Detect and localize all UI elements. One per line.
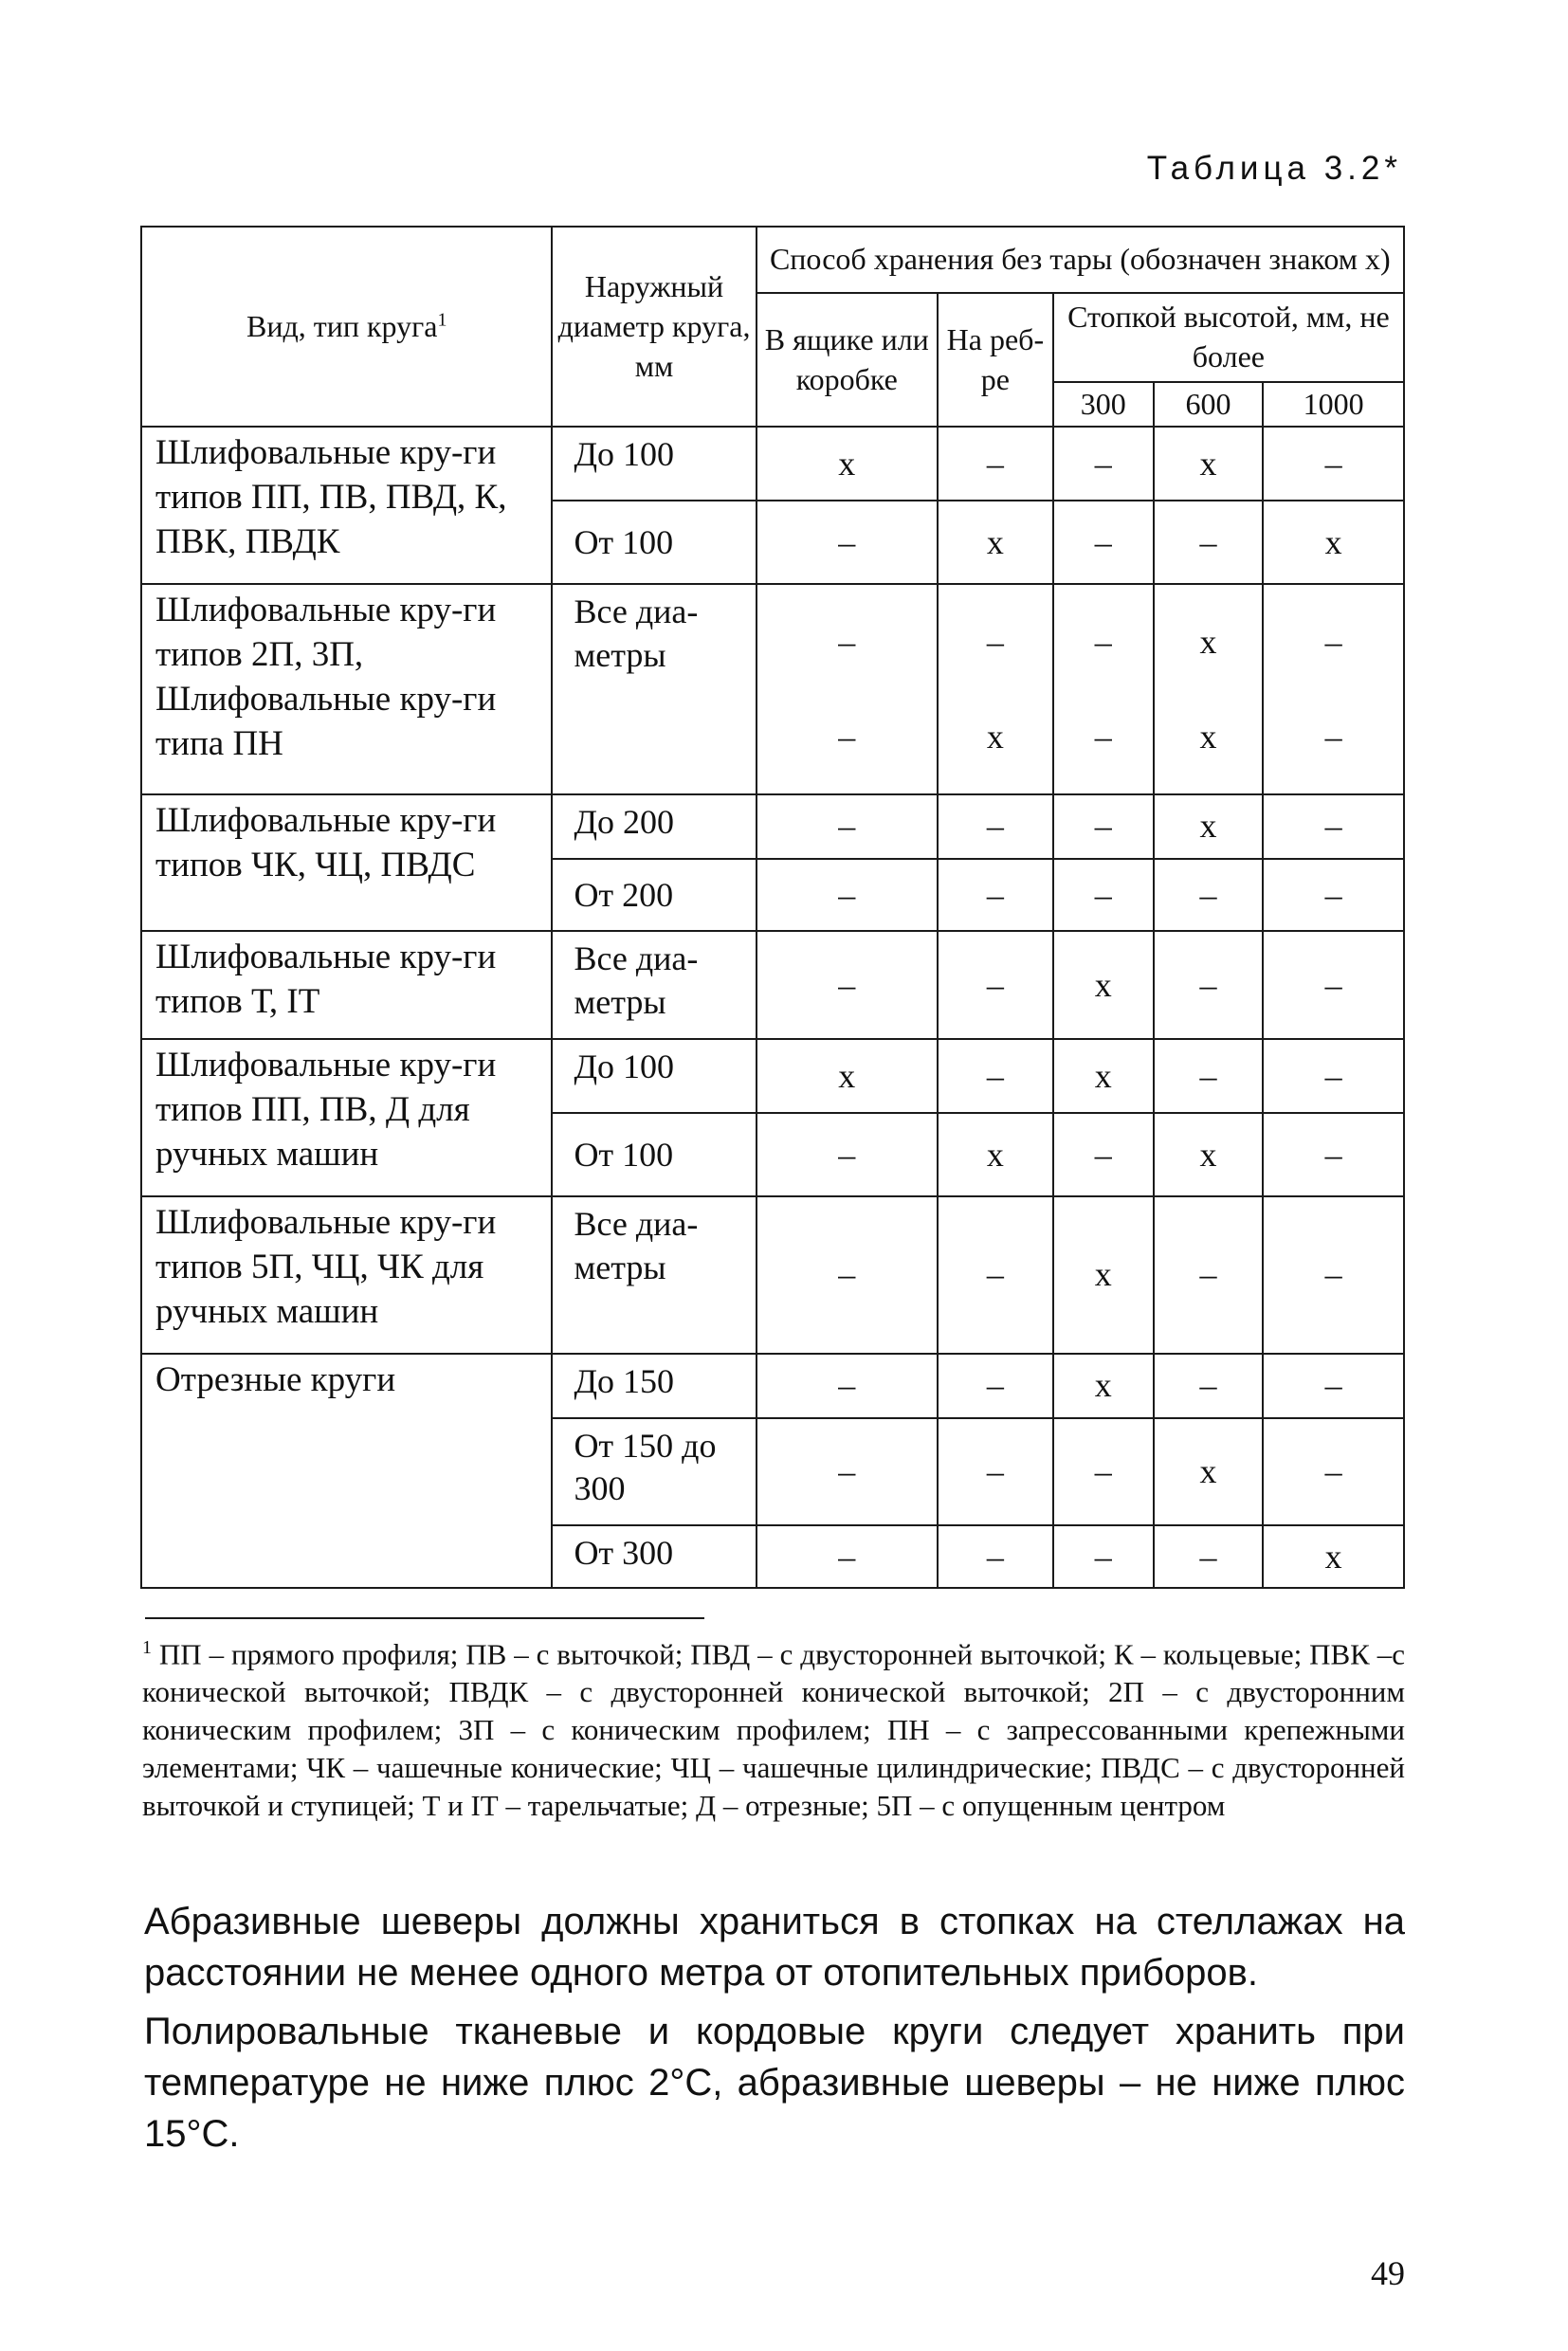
mark-line: х — [1199, 622, 1217, 661]
header-diameter: Наружный диаметр круга, мм — [552, 227, 756, 427]
cell-mark: х — [757, 1039, 938, 1113]
table-row — [141, 1354, 1404, 1418]
mark-line: – — [1324, 622, 1342, 661]
mark-line: – — [838, 622, 856, 661]
table-row — [141, 1196, 1404, 1354]
cell-mark: – — [1154, 501, 1263, 584]
cell-mark: – — [938, 794, 1053, 859]
cell-diameter: От 300 — [552, 1525, 756, 1588]
footnote-text: ПП – прямого профиля; ПВ – с выточкой; ПВД – с двусторонней выточкой; К – кольцевые; ПВК –с конической выточкой; ПВДК – с двусторонней конической выточкой; 2П – с двусторонним коническим профилем; 3П – с коническим профилем; ПН – с запрессованными крепежными элементами; ЧК – чашечные конические; ЧЦ – чашечные цилиндрические; ПВДС – с двусторонней выточкой и ступицей; Т и IТ – тарельчатые; Д – отрезные; 5П – с опущенным центром — [142, 1637, 1405, 1823]
cell-mark — [1053, 584, 1154, 794]
cell-mark: – — [938, 427, 1053, 501]
table-row — [141, 794, 1404, 859]
page-number: 49 — [1371, 2254, 1405, 2292]
cell-mark: х — [1053, 1039, 1154, 1113]
cell-mark: – — [1263, 1418, 1404, 1525]
cell-mark: – — [1263, 427, 1404, 501]
cell-mark: – — [1053, 1418, 1154, 1525]
cell-mark: – — [1263, 794, 1404, 859]
table-row — [141, 584, 1404, 794]
cell-mark — [1154, 584, 1263, 794]
cell-kind: Шлифовальные кру-ги типов Т, IТ — [141, 931, 552, 1039]
cell-mark: – — [1263, 1113, 1404, 1196]
cell-mark: – — [1154, 1525, 1263, 1588]
footnote-marker: 1 — [142, 1637, 152, 1658]
cell-mark: – — [1154, 1354, 1263, 1418]
cell-mark: – — [1263, 1196, 1404, 1354]
paragraph: Полировальные тканевые и кордовые круги следует хранить при температуре не ниже плюс 2°С, абразивные шеверы – не ниже плюс 15°С. — [144, 2011, 1405, 2155]
cell-mark: – — [938, 1418, 1053, 1525]
cell-mark: – — [757, 501, 938, 584]
cell-mark: – — [757, 1113, 938, 1196]
cell-mark: – — [1263, 1039, 1404, 1113]
mark-line: – — [1094, 717, 1112, 756]
mark-line: – — [1324, 717, 1342, 756]
header-edge: На реб-ре — [938, 293, 1053, 427]
cell-mark: х — [1263, 501, 1404, 584]
cell-mark: – — [1263, 931, 1404, 1039]
table-row — [141, 1039, 1404, 1113]
cell-diameter: Все диа-метры — [552, 584, 756, 794]
cell-kind: Шлифовальные кру-ги типов 5П, ЧЦ, ЧК для ручных машин — [141, 1196, 552, 1354]
storage-table — [140, 226, 1405, 1589]
footnote — [142, 1629, 1405, 1825]
cell-mark: х — [1154, 794, 1263, 859]
cell-mark: х — [938, 501, 1053, 584]
cell-diameter: От 100 — [552, 1113, 756, 1196]
mark-line: – — [838, 717, 856, 756]
cell-mark: – — [1053, 794, 1154, 859]
header-box: В ящике или коробке — [757, 293, 938, 427]
cell-diameter: Все диа-метры — [552, 931, 756, 1039]
cell-diameter: От 150 до 300 — [552, 1418, 756, 1525]
cell-mark: – — [1053, 1525, 1154, 1588]
cell-mark — [1263, 584, 1404, 794]
cell-diameter: До 200 — [552, 794, 756, 859]
cell-mark — [757, 584, 938, 794]
footnote-separator — [145, 1617, 704, 1619]
cell-mark: – — [757, 859, 938, 932]
mark-line: х — [986, 717, 1004, 756]
cell-mark: – — [757, 794, 938, 859]
cell-mark: – — [1154, 1039, 1263, 1113]
header-kind: Вид, тип круга$^1$ — [141, 227, 552, 427]
table-row — [141, 427, 1404, 501]
cell-kind: Шлифовальные кру-ги типов ПП, ПВ, Д для ручных машин — [141, 1039, 552, 1196]
cell-mark: – — [938, 931, 1053, 1039]
cell-mark: – — [938, 1354, 1053, 1418]
cell-kind: Шлифовальные кру-ги типов ЧК, ЧЦ, ПВДС — [141, 794, 552, 932]
mark-line: – — [986, 622, 1004, 661]
cell-mark: – — [757, 931, 938, 1039]
cell-kind: Отрезные круги — [141, 1354, 552, 1588]
table-row — [141, 931, 1404, 1039]
cell-mark: – — [757, 1196, 938, 1354]
cell-mark: – — [1263, 1354, 1404, 1418]
header-stack-600: 600 — [1154, 382, 1263, 428]
header-stack-1000: 1000 — [1263, 382, 1404, 428]
cell-mark: х — [1053, 1196, 1154, 1354]
cell-mark — [938, 584, 1053, 794]
cell-kind: Шлифовальные кру-ги типов ПП, ПВ, ПВД, К, ПВК, ПВДК — [141, 427, 552, 584]
cell-diameter: От 200 — [552, 859, 756, 932]
table-caption: Таблица 3.2* — [1146, 150, 1402, 187]
paragraph: Абразивные шеверы должны храниться в стопках на стеллажах на расстоянии не менее одного метра от отопительных приборов. — [144, 1901, 1405, 1994]
cell-mark: х — [1263, 1525, 1404, 1588]
cell-diameter: Все диа-метры — [552, 1196, 756, 1354]
cell-mark: х — [757, 427, 938, 501]
cell-mark: – — [1154, 931, 1263, 1039]
cell-diameter: До 150 — [552, 1354, 756, 1418]
cell-diameter: До 100 — [552, 1039, 756, 1113]
cell-mark: – — [1154, 859, 1263, 932]
cell-mark: – — [938, 1039, 1053, 1113]
cell-mark: х — [1154, 427, 1263, 501]
header-storage-method: Способ хранения без тары (обозначен знаком х) — [757, 227, 1404, 293]
cell-mark: – — [1263, 859, 1404, 932]
cell-mark: – — [1053, 501, 1154, 584]
cell-mark: – — [757, 1525, 938, 1588]
cell-mark: – — [1053, 859, 1154, 932]
mark-line: – — [1094, 622, 1112, 661]
cell-mark: – — [1154, 1196, 1263, 1354]
cell-mark: – — [938, 859, 1053, 932]
cell-mark: – — [938, 1525, 1053, 1588]
cell-mark: – — [1053, 427, 1154, 501]
cell-mark: х — [1053, 1354, 1154, 1418]
cell-mark: – — [757, 1418, 938, 1525]
cell-mark: х — [1154, 1113, 1263, 1196]
cell-mark: х — [938, 1113, 1053, 1196]
mark-line: х — [1199, 717, 1217, 756]
cell-diameter: От 100 — [552, 501, 756, 584]
header-stack: Стопкой высотой, мм, не более — [1053, 293, 1404, 381]
cell-mark: – — [757, 1354, 938, 1418]
cell-mark: – — [1053, 1113, 1154, 1196]
header-stack-300: 300 — [1053, 382, 1154, 428]
cell-diameter: До 100 — [552, 427, 756, 501]
cell-mark: – — [938, 1196, 1053, 1354]
cell-mark: х — [1154, 1418, 1263, 1525]
cell-kind: Шлифовальные кру-ги типов 2П, 3П, Шлифовальные кру-ги типа ПН — [141, 584, 552, 794]
cell-mark: х — [1053, 931, 1154, 1039]
